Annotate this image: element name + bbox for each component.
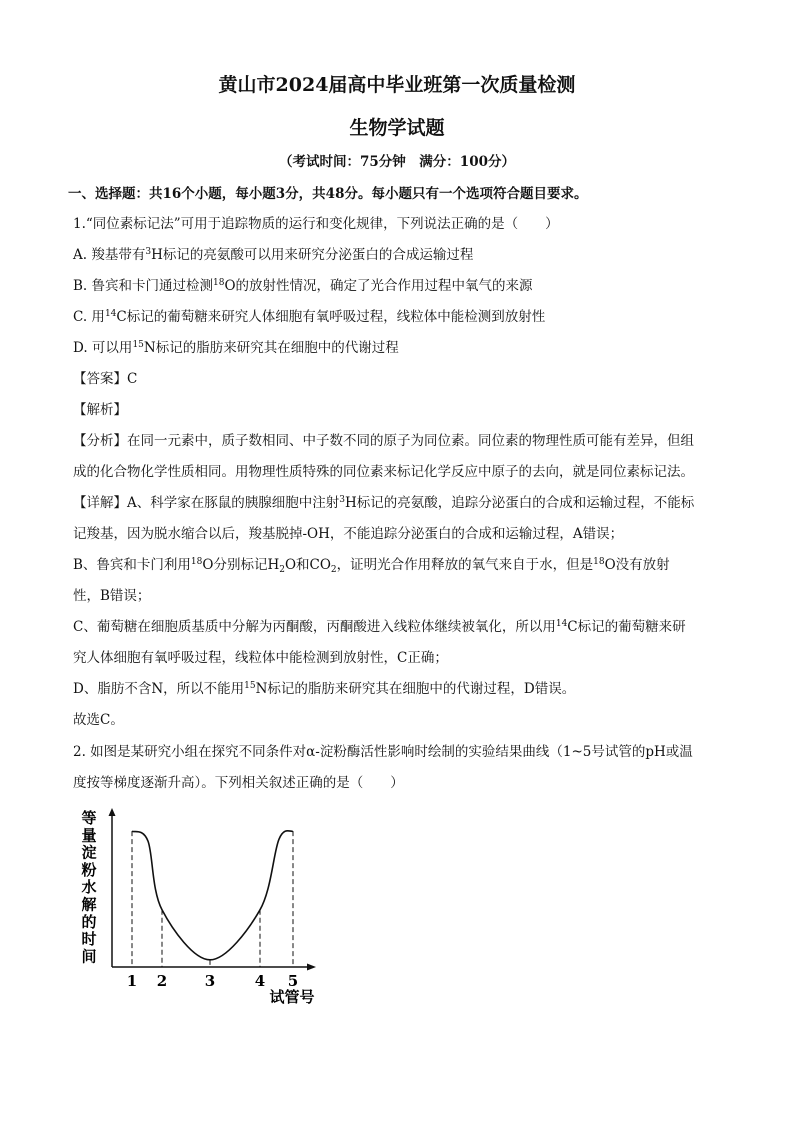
detail-a-1 <box>73 493 733 513</box>
x-tick-label-3: 3 <box>204 972 216 990</box>
question-2-stem-2: 度按等梯度逐渐升高）。下列相关叙述正确的是（ ） <box>73 775 404 791</box>
y-axis-label-char: 淀 <box>81 843 97 862</box>
detail-a-text: 【详解】A、科学家在豚鼠的胰腺细胞中注射 <box>73 495 340 511</box>
detail-b-sup-2: 18 <box>593 557 605 567</box>
question-1-stem: 1.“同位素标记法”可用于追踪物质的运行和变化规律，下列说法正确的是（ ） <box>73 216 559 232</box>
option-d-sup: 15 <box>132 340 144 350</box>
exam-info: （考试时间：75分钟 满分：100分） <box>279 154 515 170</box>
option-d-text: D. 可以用 <box>73 340 133 356</box>
detail-c-text-rest: C标记的葡萄糖来研 <box>567 619 686 635</box>
answer: 【答案】C <box>73 371 138 387</box>
option-b-sup: 18 <box>213 278 225 288</box>
series-curve <box>132 831 293 960</box>
detail-d-sup: 15 <box>244 681 256 691</box>
option-c-text: C. 用 <box>73 309 105 325</box>
detail-d <box>73 679 733 699</box>
y-axis-label-char: 间 <box>81 947 97 966</box>
y-axis-label-char: 粉 <box>81 860 97 879</box>
x-axis-arrow <box>307 964 316 971</box>
x-tick-label-2: 2 <box>156 972 168 990</box>
analysis-text-2: 成的化合物化学性质相同。用物理性质特殊的同位素来标记化学反应中原子的去向，就是同位素标记法。 <box>73 464 694 480</box>
detail-a-text-rest: H标记的亮氨酸，追踪分泌蛋白的合成和运输过程，不能标 <box>344 495 695 511</box>
detail-c-2: 究人体细胞有氧呼吸过程，线粒体中能检测到放射性，C正确； <box>73 650 448 666</box>
detail-c-text: C、葡萄糖在细胞质基质中分解为丙酮酸，丙酮酸进入线粒体继续被氧化，所以用 <box>73 619 556 635</box>
option-b-text-rest: O的放射性情况，确定了光合作用过程中氧气的来源 <box>224 278 533 294</box>
analysis-label: 【解析】 <box>73 402 127 418</box>
y-axis-label-char: 水 <box>81 878 97 897</box>
option-d <box>73 338 733 358</box>
option-c-sup: 14 <box>104 309 117 319</box>
y-axis-label-char: 等 <box>81 809 97 827</box>
detail-b-sub-2: 2 <box>330 565 337 575</box>
detail-b-text-a: B、鲁宾和卡门利用 <box>73 557 191 573</box>
conclusion: 故选C。 <box>73 712 124 728</box>
detail-a-sup: 3 <box>339 495 345 505</box>
analysis-text-1: 【分析】在同一元素中，质子数相同、中子数不同的原子为同位素。同位素的物理性质可能有差异，但组 <box>73 433 694 449</box>
question-2-stem-1: 2. 如图是某研究小组在探究不同条件对α-淀粉酶活性影响时绘制的实验结果曲线（1~5号试管的pH或温 <box>73 744 693 760</box>
detail-b-sup-1: 18 <box>190 557 203 567</box>
detail-a-2: 记羧基，因为脱水缩合以后，羧基脱掉-OH，不能追踪分泌蛋白的合成和运输过程，A错误； <box>73 526 624 542</box>
detail-b-text-d: ，证明光合作用释放的氧气来自于水，但是 <box>336 557 594 573</box>
option-a-text: A. 羧基带有 <box>73 247 146 263</box>
detail-c-1 <box>73 617 733 637</box>
option-a-text-rest: H标记的亮氨酸可以用来研究分泌蛋白的合成运输过程 <box>151 247 474 263</box>
detail-b-text-e: O没有放射 <box>604 557 670 573</box>
enzyme-activity-chart <box>74 806 334 1011</box>
section-heading: 一、选择题：共16个小题，每小题3分，共48分。每小题只有一个选项符合题目要求。 <box>68 186 588 202</box>
detail-d-text-rest: N标记的脂肪来研究其在细胞中的代谢过程，D错误。 <box>255 681 576 697</box>
detail-b-text-c: O和CO <box>284 557 331 573</box>
x-axis-label: 试管号 <box>269 988 315 1006</box>
y-axis-label-char: 量 <box>81 826 97 845</box>
exam-title: 黄山市2024届高中毕业班第一次质量检测 <box>218 74 576 96</box>
option-b <box>73 276 733 296</box>
y-axis-label <box>80 809 96 965</box>
detail-b-text-b: O分别标记H <box>202 557 280 573</box>
y-axis-label-char: 解 <box>81 895 97 914</box>
detail-b-sub-1: 2 <box>279 565 285 575</box>
option-a-sup: 3 <box>145 247 152 257</box>
y-axis-label-char: 时 <box>81 930 97 949</box>
option-d-text-rest: N标记的脂肪来研究其在细胞中的代谢过程 <box>143 340 399 356</box>
detail-b-1 <box>73 555 733 575</box>
option-c-text-rest: C标记的葡萄糖来研究人体细胞有氧呼吸过程，线粒体中能检测到放射性 <box>116 309 546 325</box>
x-tick-label-4: 4 <box>254 972 266 990</box>
subject-title: 生物学试题 <box>349 117 445 139</box>
y-axis-label-char: 的 <box>81 912 97 931</box>
option-a <box>73 245 733 265</box>
x-tick-label-1: 1 <box>126 972 138 990</box>
detail-b-2: 性，B错误； <box>73 588 151 604</box>
option-b-text: B. 鲁宾和卡门通过检测 <box>73 278 214 294</box>
x-tick-label-5: 5 <box>287 972 299 990</box>
y-axis-arrow <box>109 808 116 816</box>
detail-d-text: D、脂肪不含N，所以不能用 <box>73 681 245 697</box>
option-c <box>73 307 733 327</box>
detail-c-sup: 14 <box>555 619 568 629</box>
